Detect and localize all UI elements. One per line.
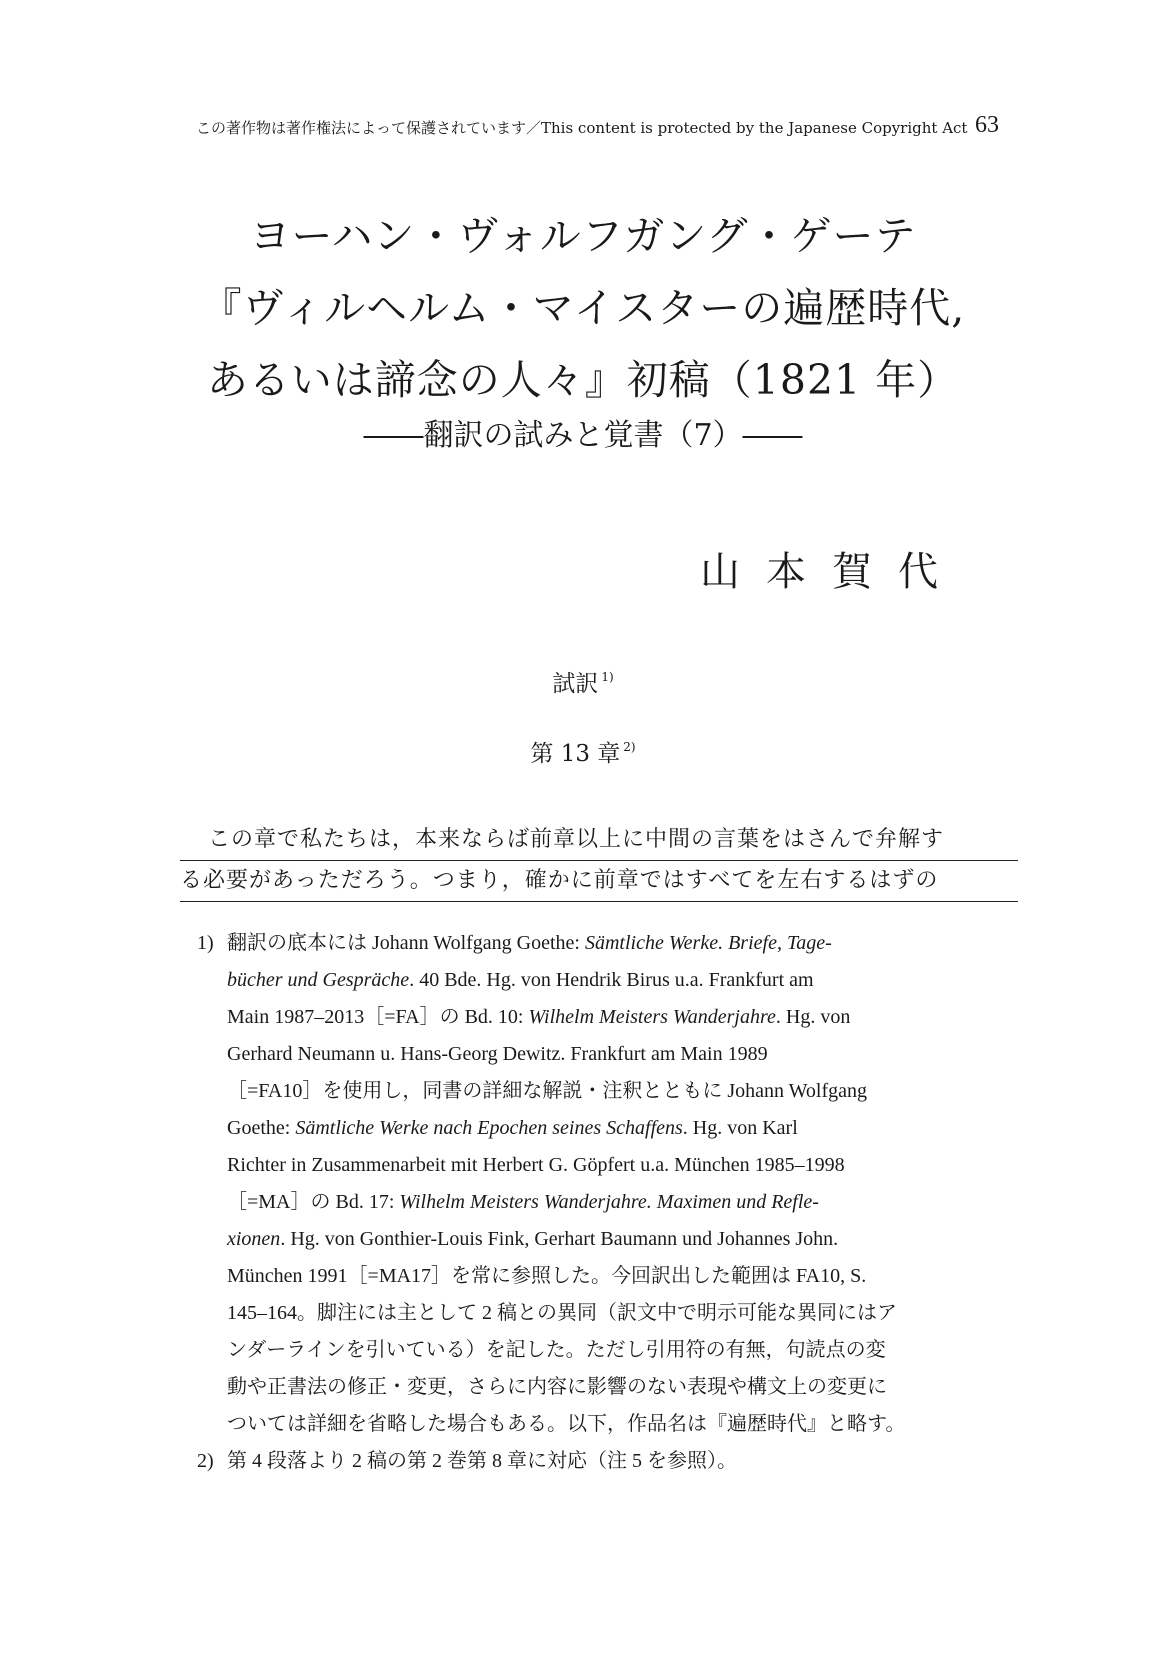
- author-name: 山本賀代: [700, 549, 964, 595]
- footnote-title-italic: Wilhelm Meisters Wanderjahre: [528, 1006, 776, 1028]
- title-line-1: ヨーハン・ヴォルフガング・ゲーテ: [249, 212, 917, 260]
- body-paragraph: [180, 820, 1018, 902]
- title-line-2: 『ヴィルヘルム・マイスターの遍歴時代,: [200, 284, 966, 332]
- body-line-2: る必要があっただろう。つまり，確かに前章ではすべてを左右するはずの: [180, 861, 1018, 902]
- footnotes: [197, 925, 1017, 1480]
- footnote-title-italic: Sämtliche Werke. Briefe, Tage- bücher und Gespräche: [227, 932, 832, 991]
- footnote-text-segment: 翻訳の底本には Johann Wolfgang Goethe:: [227, 932, 585, 954]
- section-label: 試訳: [552, 671, 599, 697]
- footnote-text-segment: . Hg. von Karl Richter in Zusammenarbeit mit Herbert G. Göpfert u.a. München 1985–1998 ［=MA］の Bd. 17:: [227, 1117, 845, 1213]
- footnote-text: 第 4 段落より 2 稿の第 2 巻第 8 章に対応（注 5 を参照）。: [227, 1450, 737, 1472]
- footnote-text-segment: . 40 Bde. Hg. von Hendrik Birus u.a. Frankfurt am Main 1987–2013［=FA］の Bd. 10:: [227, 969, 814, 1028]
- page-number: 63: [975, 112, 999, 138]
- footnote-ref-2[interactable]: 2): [623, 740, 636, 754]
- body-line-1: この章で私たちは，本来ならば前章以上に中間の言葉をはさんで弁解す: [180, 820, 1018, 861]
- chapter-heading: [300, 735, 866, 768]
- footnote-text-segment: . Hg. von Gerhard Neumann u. Hans-Georg Dewitz. Frankfurt am Main 1989 ［=FA10］を使用し，同書の詳細な解説・注釈とともに Johann Wolfgang Goethe:: [227, 1006, 868, 1139]
- article-title: [150, 200, 1016, 416]
- footnote-number: 1): [197, 932, 214, 954]
- footnote-text-segment: . Hg. von Gonthier-Louis Fink, Gerhart Baumann und Johannes John. München 1991［=MA17］を常に参照した。今回訳出した範囲は FA10, S. 145–164。脚注には主として 2 稿との異同（訳文中で明示可能な異同にはア ンダーラインを引いている）を記した。ただし引用符の有無，句読点の変 動や正書法の修正・変更，さらに内容に影響のない表現や構文上の変更に ついては詳細を省略した場合もある。以下，作品名は『遍歴時代』と略す。: [227, 1228, 906, 1435]
- footnote-title-italic: Wilhelm Meisters Wanderjahre. Maximen und Refle- xionen: [227, 1191, 819, 1250]
- footnote-text: [227, 925, 1017, 1443]
- footnote-title-italic: Sämtliche Werke nach Epochen seines Schaffens: [295, 1117, 683, 1139]
- footnote-1: [197, 925, 1017, 1443]
- copyright-notice: この著作物は著作権法によって保護されています／This content is protected by the Japanese Copyright Act: [196, 119, 968, 137]
- chapter-label: 第 13 章: [530, 741, 621, 767]
- title-line-3: あるいは諦念の人々』初稿（1821 年）: [206, 356, 960, 404]
- section-heading: [300, 665, 866, 698]
- article-subtitle: ――翻訳の試みと覚書（7）――: [363, 418, 803, 453]
- footnote-2: [197, 1443, 1017, 1480]
- footnote-number: 2): [197, 1450, 214, 1472]
- footnote-ref-1[interactable]: 1): [601, 670, 614, 684]
